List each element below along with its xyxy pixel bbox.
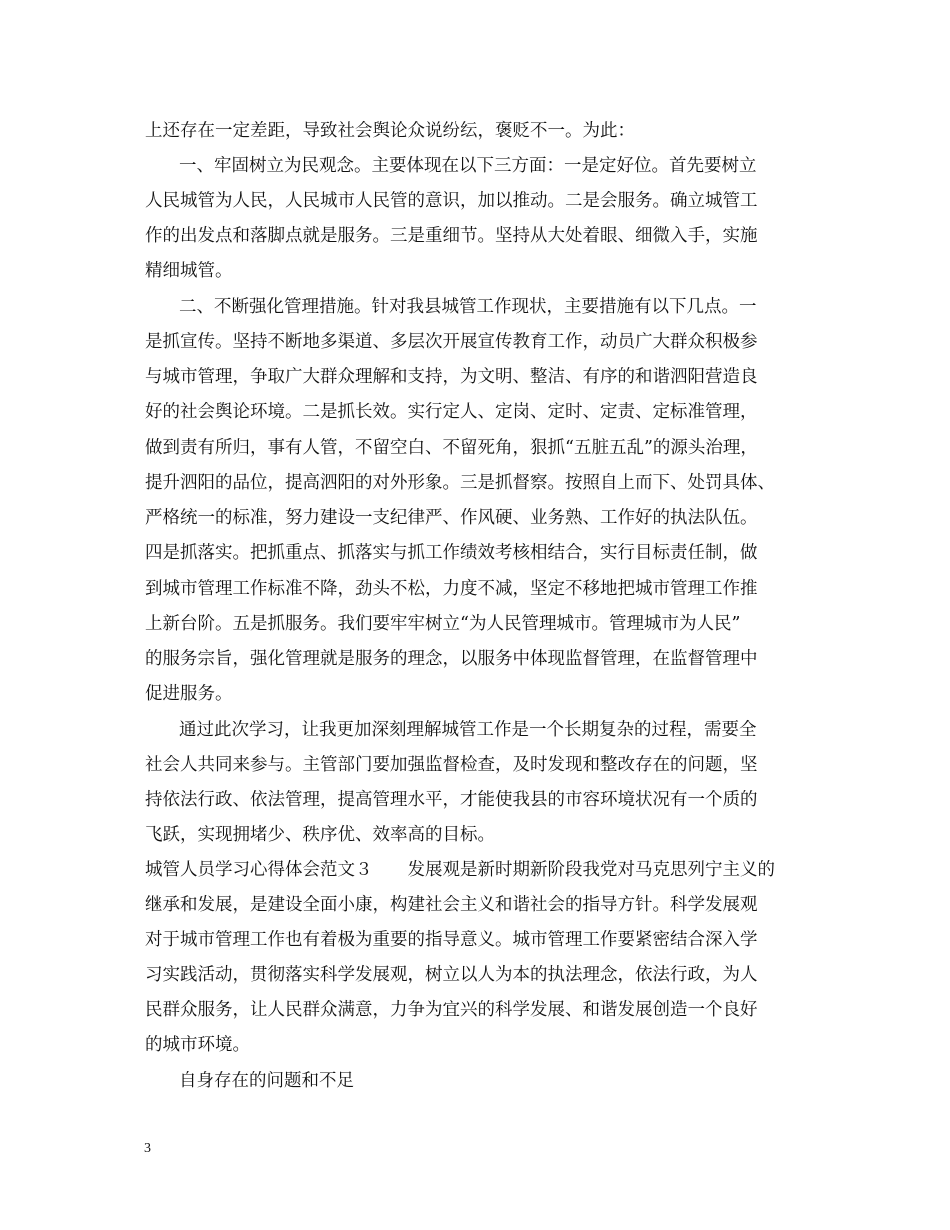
page-number: 3 [144, 1141, 151, 1156]
text-line: 到城市管理工作标准不降，劲头不松，力度不减，坚定不移地把城市管理工作推 [145, 579, 758, 599]
text-line: 自身存在的问题和不足 [179, 1071, 354, 1091]
text-line: 提升泗阳的品位，提高泗阳的对外形象。三是抓督察。按照自上而下、处罚具体、 [145, 473, 775, 493]
text-line: 对于城市管理工作也有着极为重要的指导意义。城市管理工作要紧密结合深入学 [145, 930, 758, 950]
text-line: 的服务宗旨，强化管理就是服务的理念，以服务中体现监督管理，在监督管理中 [145, 649, 758, 669]
text-line: 城管人员学习心得体会范文３ 发展观是新时期新阶段我党对马克思列宁主义的 [145, 860, 775, 880]
text-line: 做到责有所归，事有人管，不留空白、不留死角，狠抓“五脏五乱”的源头治理， [145, 438, 758, 458]
text-line: 与城市管理，争取广大群众理解和支持，为文明、整洁、有序的和谐泗阳营造良 [145, 367, 758, 387]
text-line: 飞跃，实现拥堵少、秩序优、效率高的目标。 [145, 825, 495, 845]
text-line: 习实践活动，贯彻落实科学发展观，树立以人为本的执法理念，依法行政，为人 [145, 965, 758, 985]
text-line: 民群众服务，让人民群众满意，力争为宜兴的科学发展、和谐发展创造一个良好 [145, 1000, 758, 1020]
text-line: 是抓宣传。坚持不断地多渠道、多层次开展宣传教育工作，动员广大群众积极参 [145, 332, 758, 352]
text-line: 人民城管为人民，人民城市人民管的意识，加以推动。二是会服务。确立城管工 [145, 191, 758, 211]
text-line: 通过此次学习，让我更加深刻理解城管工作是一个长期复杂的过程，需要全 [179, 720, 757, 740]
text-line: 精细城管。 [145, 261, 233, 281]
text-line: 四是抓落实。把抓重点、抓落实与抓工作绩效考核相结合，实行目标责任制，做 [145, 543, 758, 563]
text-line: 持依法行政、依法管理，提高管理水平，才能使我县的市容环境状况有一个质的 [145, 790, 758, 810]
text-line: 作的出发点和落脚点就是服务。三是重细节。坚持从大处着眼、细微入手，实施 [145, 226, 758, 246]
text-line: 好的社会舆论环境。二是抓长效。实行定人、定岗、定时、定责、定标准管理， [145, 402, 758, 422]
text-line: 上新台阶。五是抓服务。我们要牢牢树立“为人民管理城市。管理城市为人民” [145, 614, 741, 634]
text-line: 上还存在一定差距，导致社会舆论众说纷纭，褒贬不一。为此： [145, 121, 635, 141]
text-line: 二、不断强化管理措施。针对我县城管工作现状，主要措施有以下几点。一 [179, 297, 757, 317]
text-line: 继承和发展，是建设全面小康，构建社会主义和谐社会的指导方针。科学发展观 [145, 895, 758, 915]
text-line: 严格统一的标准，努力建设一支纪律严、作风硬、业务熟、工作好的执法队伍。 [145, 508, 758, 528]
text-line: 促进服务。 [145, 684, 233, 704]
text-line: 社会人共同来参与。主管部门要加强监督检查，及时发现和整改存在的问题，坚 [145, 755, 758, 775]
text-line: 一、牢固树立为民观念。主要体现在以下三方面：一是定好位。首先要树立 [179, 156, 757, 176]
text-line: 的城市环境。 [145, 1035, 250, 1055]
